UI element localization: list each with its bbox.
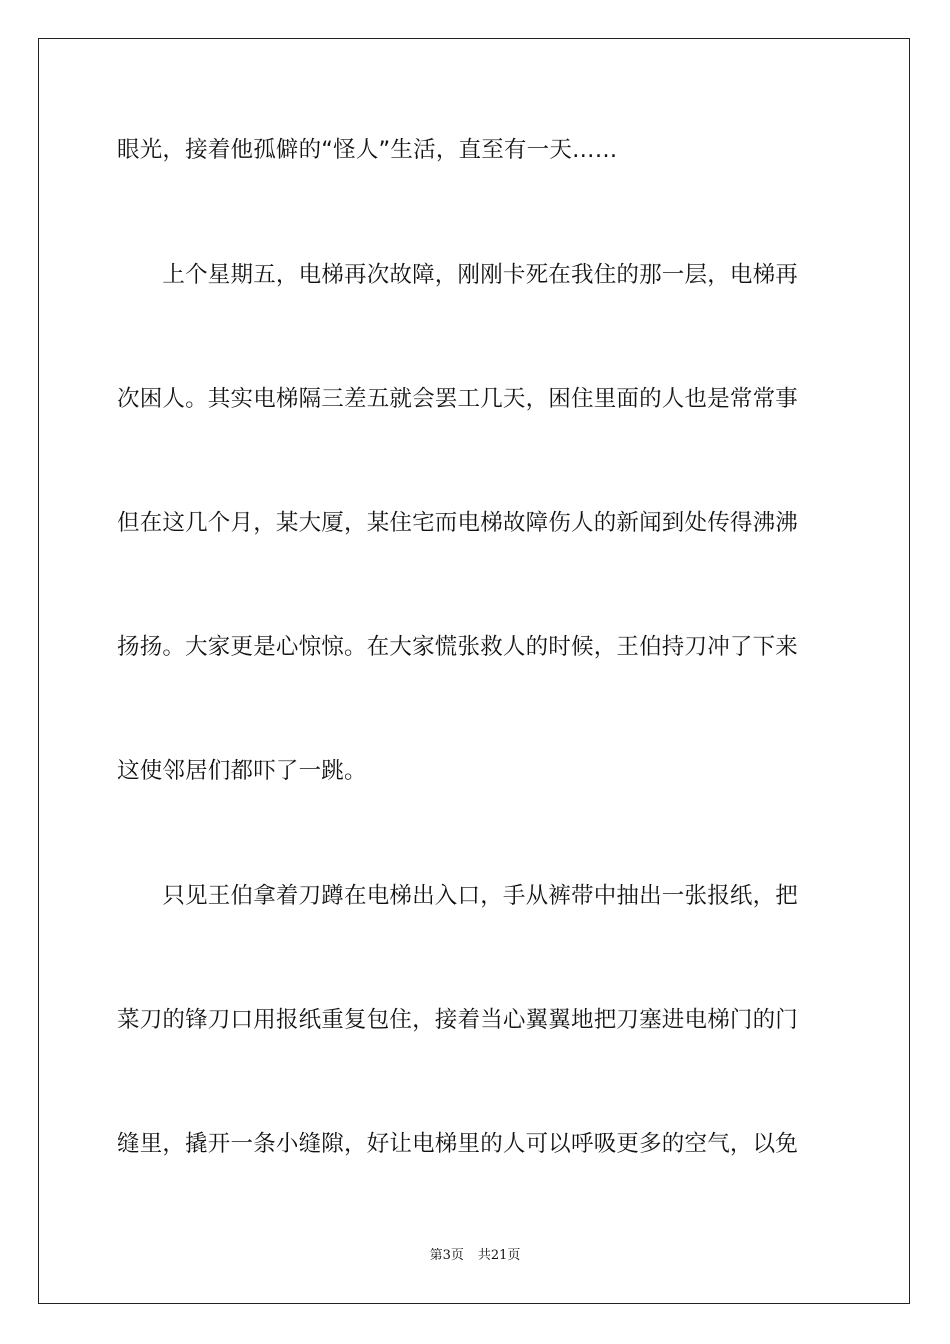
page-footer [0,1247,950,1265]
page-border [38,38,910,1304]
text-line: 菜刀的锋刀口用报纸重复包住，接着当心翼翼地把刀塞进电梯门的门 [117,1007,799,1033]
text-line: 但在这几个月，某大厦，某住宅而电梯故障伤人的新闻到处传得沸沸 [117,510,799,536]
text-line: 上个星期五，电梯再次故障，刚刚卡死在我住的那一层，电梯再 [117,262,799,288]
page-total: 共21页 [477,1248,521,1263]
text-line: 这使邻居们都吓了一跳。 [117,758,367,784]
text-line: 只见王伯拿着刀蹲在电梯出入口，手从裤带中抽出一张报纸，把 [117,883,799,909]
text-line: 扬扬。大家更是心惊惊。在大家慌张救人的时候，王伯持刀冲了下来 [117,634,799,660]
text-line: 眼光，接着他孤僻的“怪人”生活，直至有一天…… [117,137,618,163]
text-line: 次困人。其实电梯隔三差五就会罢工几天，困住里面的人也是常常事 [117,386,799,412]
text-line: 缝里，撬开一条小缝隙，好让电梯里的人可以呼吸更多的空气，以免 [117,1131,799,1157]
page-number: 第3页 [429,1248,464,1263]
